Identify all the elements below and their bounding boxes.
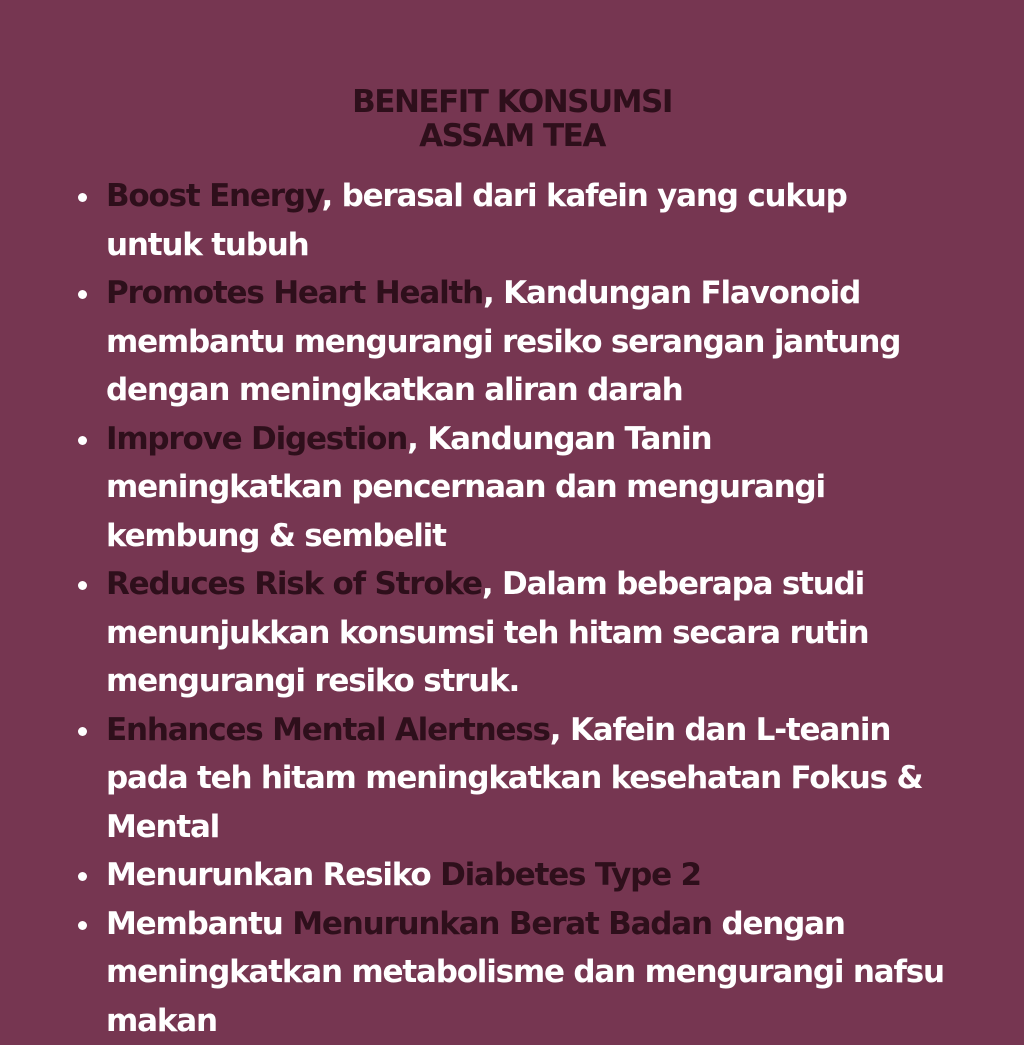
bullet-icon	[78, 193, 87, 202]
benefit-highlight: Boost Energy	[106, 178, 321, 214]
bullet-icon	[78, 436, 87, 445]
benefit-highlight: Promotes Heart Health	[106, 275, 483, 311]
bullet-icon	[78, 921, 87, 930]
bullet-icon	[78, 872, 87, 881]
benefit-highlight: Diabetes Type 2	[440, 857, 701, 893]
benefit-text-after: , Kandungan Tanin meningkatkan pencernaan dan mengurangi kembung & sembelit	[106, 421, 825, 554]
benefit-item-weight-loss	[78, 900, 948, 1045]
benefit-highlight: Improve Digestion	[106, 421, 407, 457]
benefit-text-after: , Kandungan Flavonoid membantu mengurangi resiko serangan jantung dengan meningkatkan aliran darah	[106, 275, 900, 408]
benefit-text-before: Membantu	[106, 906, 292, 942]
benefit-highlight: Enhances Mental Alertness	[106, 712, 550, 748]
benefit-item-stroke	[78, 560, 948, 706]
benefit-text-after: , Dalam beberapa studi menunjukkan konsumsi teh hitam secara rutin mengurangi resiko struk.	[106, 566, 868, 699]
benefit-highlight: Reduces Risk of Stroke	[106, 566, 482, 602]
benefit-text-after: dengan meningkatkan metabolisme dan mengurangi nafsu makan	[106, 906, 944, 1039]
benefit-highlight: Menurunkan Berat Badan	[292, 906, 712, 942]
title-line-1: BENEFIT KONSUMSI	[0, 85, 1024, 119]
bullet-icon	[78, 290, 87, 299]
benefit-text-after: , Kafein dan L-teanin pada teh hitam meningkatkan kesehatan Fokus & Mental	[106, 712, 922, 845]
benefit-item-boost-energy	[78, 172, 948, 269]
benefit-item-diabetes	[78, 851, 948, 900]
page-title	[0, 85, 1024, 153]
bullet-icon	[78, 581, 87, 590]
benefit-item-mental-alertness	[78, 706, 948, 852]
benefit-text-after: , berasal dari kafein yang cukup untuk tubuh	[106, 178, 847, 263]
title-line-2: ASSAM TEA	[0, 119, 1024, 153]
benefit-text-before: Menurunkan Resiko	[106, 857, 440, 893]
bullet-icon	[78, 727, 87, 736]
benefit-item-digestion	[78, 415, 948, 561]
benefit-list	[78, 172, 948, 1045]
benefit-item-heart-health	[78, 269, 948, 415]
